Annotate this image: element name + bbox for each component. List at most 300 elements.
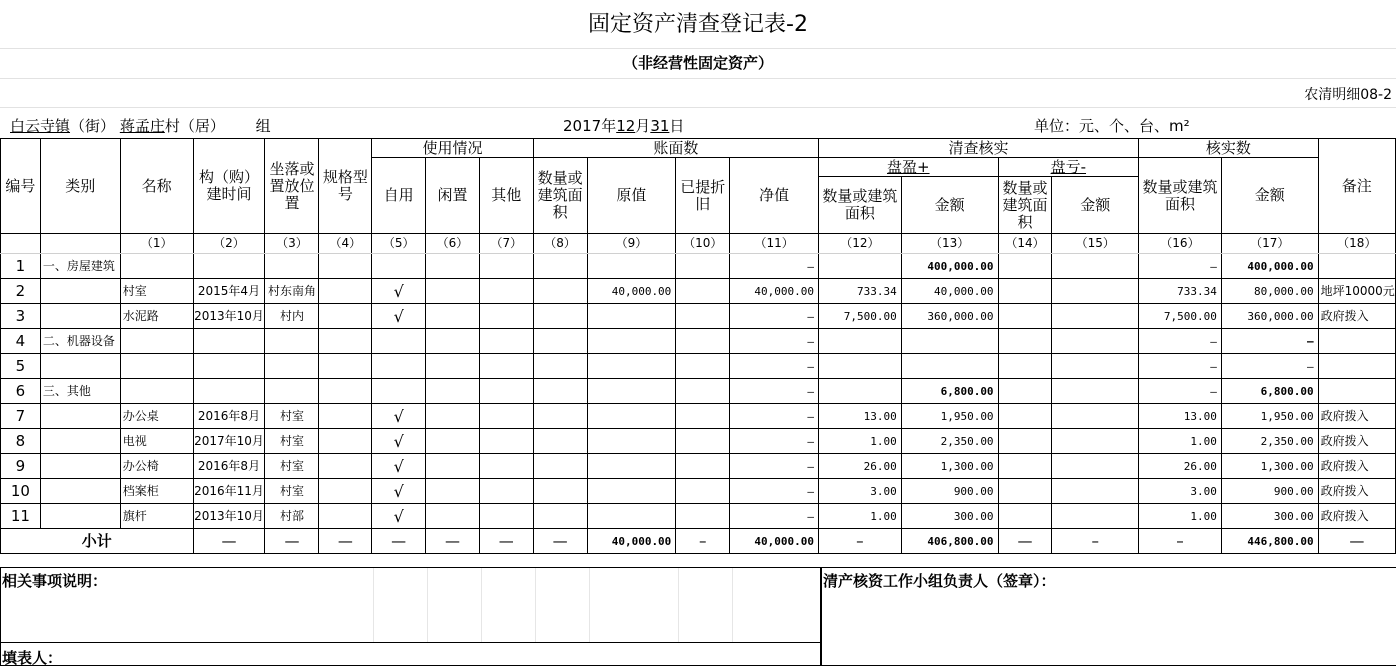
table-cell [676, 379, 730, 404]
table-cell [533, 454, 587, 479]
table-cell [372, 329, 426, 354]
table-cell: 8 [1, 429, 41, 454]
table-cell: 26.00 [1139, 454, 1222, 479]
table-cell: 3 [1, 304, 41, 329]
table-cell: 13.00 [818, 404, 901, 429]
town-name: 白云寺镇 [10, 117, 71, 135]
table-cell [372, 254, 426, 279]
subtotal-cell: — [265, 529, 319, 554]
table-cell: 26.00 [818, 454, 901, 479]
table-cell: 4 [1, 329, 41, 354]
table-cell: – [1221, 329, 1318, 354]
subtotal-label: 小计 [1, 529, 194, 554]
table-cell: – [730, 404, 819, 429]
table-cell: 1.00 [1139, 429, 1222, 454]
subtotal-cell: — [533, 529, 587, 554]
table-cell [426, 254, 480, 279]
table-cell [479, 354, 533, 379]
table-cell [479, 404, 533, 429]
table-cell [1318, 254, 1395, 279]
table-cell [1052, 329, 1139, 354]
table-cell: 2016年8月 [193, 454, 265, 479]
table-cell: – [1221, 354, 1318, 379]
table-cell [40, 279, 120, 304]
grid-line [732, 568, 733, 642]
table-cell: 7 [1, 404, 41, 429]
table-cell: 村室 [265, 454, 319, 479]
header-build-time: 构（购）建时间 [193, 139, 265, 234]
table-cell: 1,950.00 [1221, 404, 1318, 429]
info-line [0, 110, 1396, 138]
column-index: （3） [265, 234, 319, 254]
table-cell: 6,800.00 [901, 379, 998, 404]
table-cell [40, 304, 120, 329]
header-surplus-amt: 金额 [901, 177, 998, 234]
table-cell [587, 329, 676, 354]
subtotal-cell: – [676, 529, 730, 554]
column-index-row [1, 234, 1396, 254]
table-cell: 400,000.00 [1221, 254, 1318, 279]
table-cell: 1.00 [818, 504, 901, 529]
table-cell [998, 329, 1052, 354]
table-cell: 办公椅 [120, 454, 193, 479]
table-cell [998, 454, 1052, 479]
table-cell [319, 404, 372, 429]
table-cell [676, 254, 730, 279]
subtotal-cell: – [1139, 529, 1222, 554]
table-cell [676, 304, 730, 329]
table-cell [1052, 429, 1139, 454]
table-cell: 10 [1, 479, 41, 504]
table-cell [998, 304, 1052, 329]
column-index [1, 234, 41, 254]
table-cell [1052, 404, 1139, 429]
town-suffix: （街） [70, 117, 116, 135]
column-index: （11） [730, 234, 819, 254]
table-cell: – [730, 429, 819, 454]
table-cell [319, 304, 372, 329]
table-cell: 360,000.00 [901, 304, 998, 329]
table-cell [1052, 354, 1139, 379]
table-cell [587, 454, 676, 479]
header-spec: 规格型号 [319, 139, 372, 234]
table-cell [587, 404, 676, 429]
table-cell [587, 254, 676, 279]
grid-line [535, 568, 536, 642]
table-cell: 9 [1, 454, 41, 479]
table-cell [265, 354, 319, 379]
table-cell: 1,300.00 [1221, 454, 1318, 479]
table-cell [1052, 279, 1139, 304]
table-cell [676, 479, 730, 504]
subtotal-cell: — [998, 529, 1052, 554]
header-usage: 使用情况 [372, 139, 533, 158]
table-cell [587, 304, 676, 329]
table-cell: 5 [1, 354, 41, 379]
table-cell: 1 [1, 254, 41, 279]
column-index: （10） [676, 234, 730, 254]
grid-line [373, 568, 374, 642]
table-cell: 360,000.00 [1221, 304, 1318, 329]
header-verified: 核实数 [1139, 139, 1319, 158]
table-cell [676, 504, 730, 529]
subtotal-row [1, 529, 1396, 554]
column-index: （16） [1139, 234, 1222, 254]
table-cell: 733.34 [1139, 279, 1222, 304]
table-cell: 11 [1, 504, 41, 529]
table-cell [818, 354, 901, 379]
table-cell: – [1139, 254, 1222, 279]
table-cell [319, 379, 372, 404]
table-cell: 一、房屋建筑 [40, 254, 120, 279]
table-cell: 1.00 [1139, 504, 1222, 529]
table-cell [120, 354, 193, 379]
table-cell: 7,500.00 [1139, 304, 1222, 329]
header-shortage-qty: 数量或建筑面积 [998, 177, 1052, 234]
table-cell [1318, 379, 1395, 404]
form-subtitle: （非经营性固定资产） [0, 49, 1396, 79]
table-cell: 400,000.00 [901, 254, 998, 279]
table-cell [426, 354, 480, 379]
table-cell: 政府拨入 [1318, 404, 1395, 429]
column-index: （8） [533, 234, 587, 254]
table-cell: 40,000.00 [730, 279, 819, 304]
form-title: 固定资产清查登记表-2 [0, 0, 1396, 49]
subtotal-cell: 406,800.00 [901, 529, 998, 554]
table-cell: 1,950.00 [901, 404, 998, 429]
table-cell: 2,350.00 [1221, 429, 1318, 454]
table-cell: 村内 [265, 304, 319, 329]
table-cell: – [1139, 379, 1222, 404]
header-book: 账面数 [533, 139, 818, 158]
table-row [1, 454, 1396, 479]
table-cell: 900.00 [901, 479, 998, 504]
table-row [1, 279, 1396, 304]
header-category: 类别 [40, 139, 120, 234]
table-cell [120, 329, 193, 354]
table-row [1, 329, 1396, 354]
table-cell: 2015年4月 [193, 279, 265, 304]
table-cell [998, 429, 1052, 454]
table-cell: 40,000.00 [901, 279, 998, 304]
grid-line [589, 568, 590, 642]
table-cell [479, 479, 533, 504]
table-cell [533, 304, 587, 329]
table-cell [265, 254, 319, 279]
table-cell [479, 279, 533, 304]
table-cell [676, 354, 730, 379]
table-cell [587, 354, 676, 379]
table-row [1, 354, 1396, 379]
table-cell: – [730, 379, 819, 404]
subtotal-cell: — [1318, 529, 1395, 554]
table-cell: √ [372, 404, 426, 429]
village-name: 蒋孟庄 [119, 117, 165, 135]
subtotal-cell: — [479, 529, 533, 554]
table-cell: 村室 [120, 279, 193, 304]
table-cell [533, 504, 587, 529]
subtotal-cell: 40,000.00 [587, 529, 676, 554]
table-cell [533, 479, 587, 504]
table-cell [193, 379, 265, 404]
table-cell: 2017年10月 [193, 429, 265, 454]
column-index: （13） [901, 234, 998, 254]
signature-label: 清产核资工作小组负责人（签章）： [823, 572, 1056, 590]
column-index: （5） [372, 234, 426, 254]
table-cell [40, 479, 120, 504]
table-cell: 二、机器设备 [40, 329, 120, 354]
table-cell: 旗杆 [120, 504, 193, 529]
table-cell [319, 329, 372, 354]
subtotal-cell: — [426, 529, 480, 554]
grid-line [678, 568, 679, 642]
table-cell: 733.34 [818, 279, 901, 304]
table-cell [676, 329, 730, 354]
table-cell [372, 354, 426, 379]
table-cell [587, 504, 676, 529]
column-index: （1） [120, 234, 193, 254]
table-cell: 政府拨入 [1318, 429, 1395, 454]
form-id: 农清明细08-2 [1304, 87, 1392, 103]
table-cell [479, 329, 533, 354]
table-cell: 办公桌 [120, 404, 193, 429]
subtotal-cell: – [1052, 529, 1139, 554]
table-cell [1318, 329, 1395, 354]
table-cell [479, 254, 533, 279]
table-cell [533, 379, 587, 404]
table-cell [818, 254, 901, 279]
table-cell: 政府拨入 [1318, 304, 1395, 329]
table-cell [40, 404, 120, 429]
table-cell: 2016年8月 [193, 404, 265, 429]
table-cell: 40,000.00 [587, 279, 676, 304]
table-cell [998, 254, 1052, 279]
table-cell [120, 254, 193, 279]
column-index: （18） [1318, 234, 1395, 254]
table-cell: 政府拨入 [1318, 504, 1395, 529]
subtotal-cell: 40,000.00 [730, 529, 819, 554]
header-check: 清查核实 [818, 139, 1138, 158]
table-cell: 2016年11月 [193, 479, 265, 504]
table-cell: 村室 [265, 404, 319, 429]
table-cell [426, 279, 480, 304]
table-cell [426, 479, 480, 504]
table-cell [265, 329, 319, 354]
table-cell: 80,000.00 [1221, 279, 1318, 304]
table-cell [193, 329, 265, 354]
column-index: （6） [426, 234, 480, 254]
table-cell [533, 279, 587, 304]
table-cell [533, 404, 587, 429]
table-cell [426, 504, 480, 529]
table-cell [901, 354, 998, 379]
table-cell: √ [372, 279, 426, 304]
table-cell: 6,800.00 [1221, 379, 1318, 404]
table-cell [587, 379, 676, 404]
table-cell: 3.00 [818, 479, 901, 504]
table-cell [120, 379, 193, 404]
table-cell: – [730, 504, 819, 529]
header-shortage: 盘亏- [998, 158, 1138, 177]
table-cell [319, 279, 372, 304]
table-cell [426, 404, 480, 429]
header-net: 净值 [730, 158, 819, 234]
grid-line [427, 568, 428, 642]
table-cell [1052, 254, 1139, 279]
table-cell [265, 379, 319, 404]
table-cell: 300.00 [1221, 504, 1318, 529]
table-cell [40, 429, 120, 454]
table-cell: 1.00 [818, 429, 901, 454]
table-cell [1052, 379, 1139, 404]
table-cell [479, 304, 533, 329]
table-cell: – [730, 254, 819, 279]
table-cell: 档案柜 [120, 479, 193, 504]
header-verified-amt: 金额 [1221, 158, 1318, 234]
table-cell [533, 429, 587, 454]
table-cell [818, 329, 901, 354]
column-index: （7） [479, 234, 533, 254]
column-index: （9） [587, 234, 676, 254]
table-cell [1052, 479, 1139, 504]
table-cell: √ [372, 429, 426, 454]
table-cell: 2013年10月 [193, 504, 265, 529]
table-cell: 村东南角 [265, 279, 319, 304]
table-cell [479, 379, 533, 404]
table-cell [319, 429, 372, 454]
table-cell [1318, 354, 1395, 379]
table-cell: 水泥路 [120, 304, 193, 329]
group-suffix: 组 [255, 117, 271, 135]
table-cell: 2,350.00 [901, 429, 998, 454]
table-cell [676, 454, 730, 479]
table-cell: 三、其他 [40, 379, 120, 404]
table-cell [426, 304, 480, 329]
header-other: 其他 [479, 158, 533, 234]
table-cell [40, 454, 120, 479]
subtotal-cell: — [372, 529, 426, 554]
notes-label: 相关事项说明： [2, 572, 108, 590]
table-cell [319, 479, 372, 504]
table-cell [372, 379, 426, 404]
table-cell [40, 354, 120, 379]
table-cell [479, 504, 533, 529]
table-cell [998, 354, 1052, 379]
table-row [1, 404, 1396, 429]
subtotal-cell: — [193, 529, 265, 554]
header-surplus: 盘盈+ [818, 158, 998, 177]
subtotal-cell: 446,800.00 [1221, 529, 1318, 554]
table-cell [193, 354, 265, 379]
header-name: 名称 [120, 139, 193, 234]
table-cell [319, 454, 372, 479]
village-suffix: 村（居） [164, 117, 225, 135]
column-index [40, 234, 120, 254]
table-cell: 村室 [265, 479, 319, 504]
table-cell [479, 429, 533, 454]
table-cell: 1,300.00 [901, 454, 998, 479]
table-cell: √ [372, 504, 426, 529]
table-row [1, 429, 1396, 454]
table-row [1, 479, 1396, 504]
table-cell [40, 504, 120, 529]
grid-line [0, 107, 1396, 108]
table-cell: 政府拨入 [1318, 479, 1395, 504]
table-cell [426, 379, 480, 404]
table-cell [998, 504, 1052, 529]
header-location: 坐落或置放位置 [265, 139, 319, 234]
table-cell: √ [372, 304, 426, 329]
column-index: （12） [818, 234, 901, 254]
table-cell: – [730, 479, 819, 504]
table-cell: – [730, 354, 819, 379]
table-cell: – [1139, 354, 1222, 379]
header-depreciation: 已提折旧 [676, 158, 730, 234]
table-cell [426, 454, 480, 479]
table-row [1, 304, 1396, 329]
table-cell: – [730, 304, 819, 329]
column-index: （15） [1052, 234, 1139, 254]
column-index: （17） [1221, 234, 1318, 254]
table-cell: 地坪10000元 [1318, 279, 1395, 304]
filler-label: 填表人： [2, 649, 63, 667]
table-cell [676, 404, 730, 429]
table-cell: 2 [1, 279, 41, 304]
subtotal-cell: — [319, 529, 372, 554]
header-remark: 备注 [1318, 139, 1395, 234]
table-cell [533, 354, 587, 379]
table-cell: – [730, 454, 819, 479]
table-cell [319, 354, 372, 379]
table-cell [818, 379, 901, 404]
table-cell: 电视 [120, 429, 193, 454]
table-cell [1052, 504, 1139, 529]
table-cell [998, 404, 1052, 429]
table-cell: 2013年10月 [193, 304, 265, 329]
table-row [1, 254, 1396, 279]
unit-label: 单位：元、个、台、m² [1034, 117, 1190, 135]
table-cell: 13.00 [1139, 404, 1222, 429]
table-cell [1052, 304, 1139, 329]
table-cell: 村室 [265, 429, 319, 454]
column-index: （4） [319, 234, 372, 254]
table-cell [998, 379, 1052, 404]
table-cell [479, 454, 533, 479]
header-no: 编号 [1, 139, 41, 234]
header-original: 原值 [587, 158, 676, 234]
table-cell [676, 429, 730, 454]
header-shortage-amt: 金额 [1052, 177, 1139, 234]
subtotal-cell: – [818, 529, 901, 554]
table-cell: 900.00 [1221, 479, 1318, 504]
table-cell [1052, 454, 1139, 479]
column-index: （2） [193, 234, 265, 254]
table-cell: √ [372, 479, 426, 504]
table-cell: – [1139, 329, 1222, 354]
table-cell [319, 254, 372, 279]
header-surplus-qty: 数量或建筑面积 [818, 177, 901, 234]
table-cell [676, 279, 730, 304]
table-cell [426, 429, 480, 454]
table-cell: – [730, 329, 819, 354]
table-cell [319, 504, 372, 529]
column-index: （14） [998, 234, 1052, 254]
header-verified-qty: 数量或建筑面积 [1139, 158, 1222, 234]
table-cell [533, 329, 587, 354]
table-row [1, 504, 1396, 529]
report-date: 2017年12月31日 [563, 117, 685, 135]
table-cell [998, 279, 1052, 304]
